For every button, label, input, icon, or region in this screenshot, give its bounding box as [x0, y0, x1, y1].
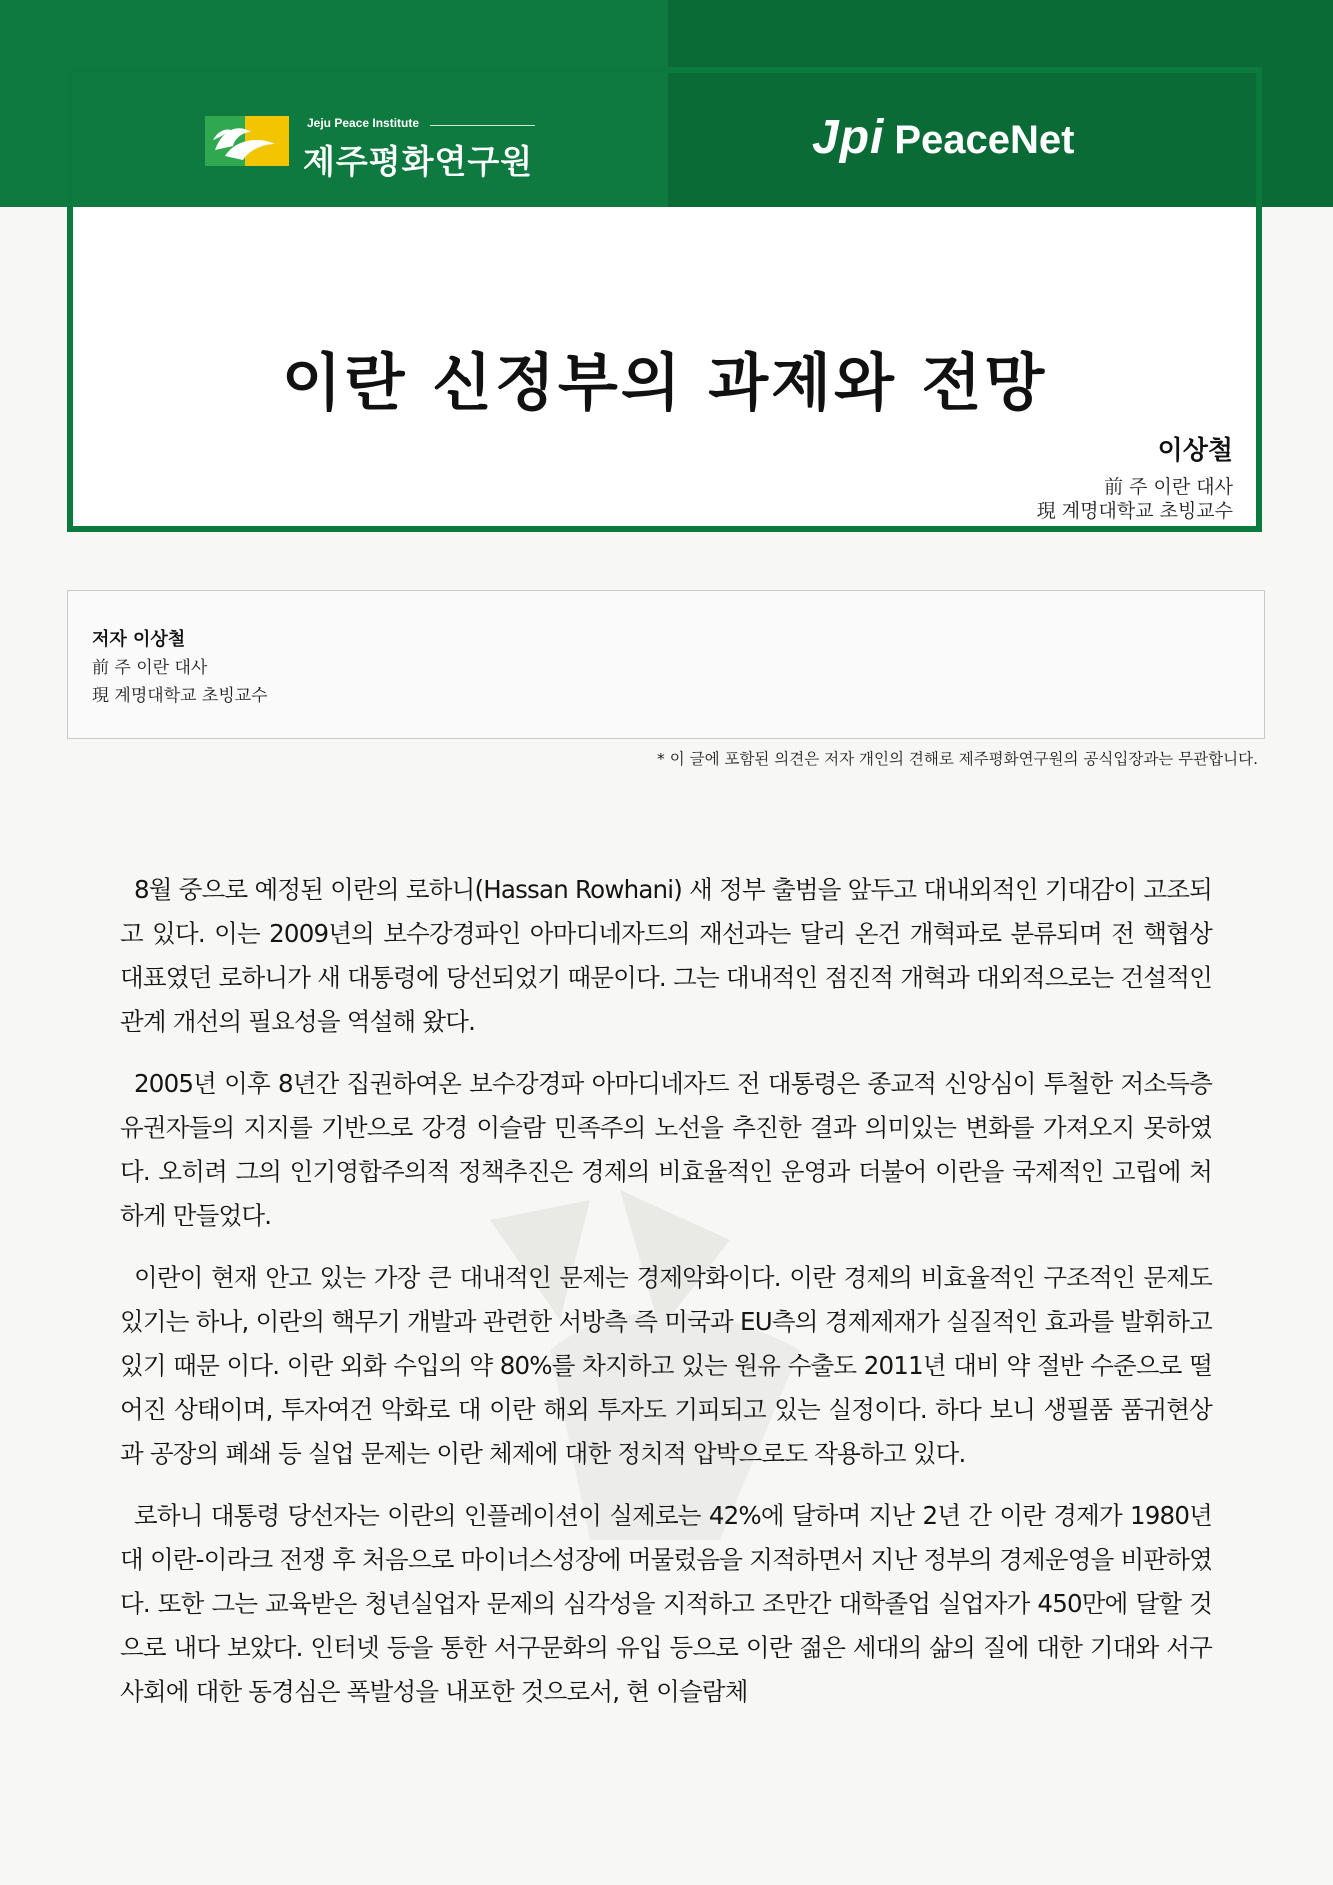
article-paragraph-2: 2005년 이후 8년간 집권하여온 보수강경파 아마디네자드 전 대통령은 종교적 신앙심이 투철한 저소득층 유권자들의 지지를 기반으로 강경 이슬람 민족주의 노선을 추진한 결과 의미있는 변화를 가져오지 못하였다. 오히려 그의 인기영합주의적 정책추진은 경제의 비효율적인 운영과 더불어 이란을 국제적인 고립에 처하게 만들었다. — [120, 1069, 1212, 1230]
document-title: 이란 신정부의 과제와 전망 — [281, 346, 1048, 419]
institute-name-en: Jeju Peace Institute — [307, 116, 420, 130]
institute-name-ko: 제주평화연구원 — [303, 142, 534, 181]
article-paragraph-3: 이란이 현재 안고 있는 가장 큰 대내적인 문제는 경제악화이다. 이란 경제의 비효율적인 구조적인 문제도 있기는 하나, 이란의 핵무기 개발과 관련한 서방측 즉 미국과 EU측의 경제제재가 실질적인 효과를 발휘하고 있기 때문 이다. 이란 외화 수입의 약 80%를 차지하고 있는 원유 수출도 2011년 대비 약 절반 수준으로 떨어진 상태이며, 투자여건 악화로 대 이란 해외 투자도 기피되고 있는 실정이다. 하다 보니 생필품 품귀현상과 공장의 폐쇄 등 실업 문제는 이란 체제에 대한 정치적 압박으로도 작용하고 있다. — [120, 1263, 1212, 1468]
info-box-line-2: 現 계명대학교 초빙교수 — [92, 686, 268, 706]
author-position-current: 現 계명대학교 초빙교수 — [1036, 500, 1233, 522]
institute-logo[interactable] — [205, 108, 535, 181]
institute-divider — [430, 125, 535, 126]
author-info-box — [67, 590, 1265, 739]
jpi-logo-text: Jpi — [812, 111, 885, 164]
info-box-heading: 저자 이상철 — [92, 629, 186, 650]
dove-logo-icon — [205, 110, 291, 172]
article-paragraph-1: 8월 중으로 예정된 이란의 로하니(Hassan Rowhani) 새 정부 출범을 앞두고 대내외적인 기대감이 고조되고 있다. 이는 2009년의 보수강경파인 아마디네자드의 재선과는 달리 온건 개혁파로 분류되며 전 핵협상 대표였던 로하니가 새 대통령에 당선되었기 때문이다. 그는 대내적인 점진적 개혁과 대외적으로는 건설적인 관계 개선의 필요성을 역설해 왔다. — [120, 875, 1212, 1036]
article-body — [120, 868, 1212, 1732]
peacenet-logo-text: PeaceNet — [894, 118, 1075, 162]
author-name: 이상철 — [1157, 436, 1233, 466]
article-paragraph-4: 로하니 대통령 당선자는 이란의 인플레이션이 실제로는 42%에 달하며 지난 2년 간 이란 경제가 1980년대 이란-이라크 전쟁 후 처음으로 마이너스성장에 머물렀음을 지적하면서 지난 정부의 경제운영을 비판하였다. 또한 그는 교육받은 청년실업자 문제의 심각성을 지적하고 조만간 대학졸업 실업자가 450만에 달할 것으로 내다 보았다. 인터넷 등을 통한 서구문화의 유입 등으로 이란 젊은 세대의 삶의 질에 대한 기대와 서구사회에 대한 동경심은 폭발성을 내포한 것으로서, 현 이슬람체 — [120, 1501, 1212, 1706]
peacenet-logo[interactable] — [812, 110, 1074, 170]
info-box-line-1: 前 주 이란 대사 — [92, 658, 208, 678]
author-position-former: 前 주 이란 대사 — [1104, 476, 1233, 498]
disclaimer-note: * 이 글에 포함된 의견은 저자 개인의 견해로 제주평화연구원의 공식입장과는 무관합니다. — [657, 750, 1258, 768]
